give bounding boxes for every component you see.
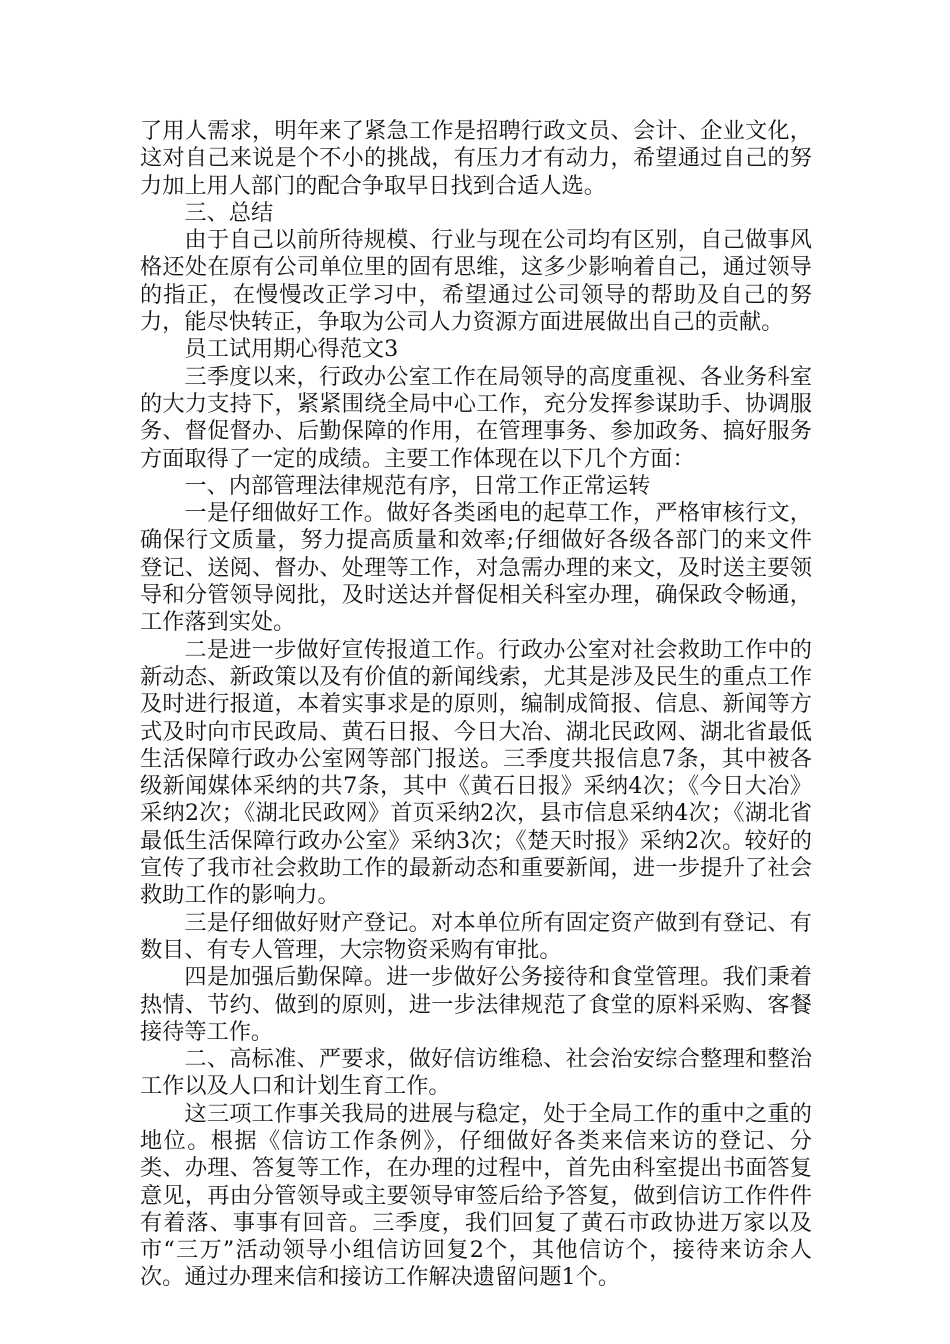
section-heading-internal-management: 一、内部管理法律规范有序，日常工作正常运转 [184,472,651,499]
paragraph-item-four: 四是加强后勤保障。进一步做好公务接待和食堂管理。我们秉着热情、节约、做到的原则，进一步法律规范了食堂的原料采购、客餐接待等工作。 [140,964,812,1045]
paragraph-summary: 由于自己以前所待规模、行业与现在公司均有区别，自己做事风格还处在原有公司单位里的固有思维，这多少影响着自己，通过领导的指正，在慢慢改正学习中，希望通过公司领导的帮助及自己的努力，能尽快转正，争取为公司人力资源方面进展做出自己的贡献。 [140,227,812,336]
section-heading-summary: 三、总结 [184,199,274,226]
paragraph-item-three: 三是仔细做好财产登记。对本单位所有固定资产做到有登记、有数目、有专人管理，大宗物资采购有审批。 [140,909,812,963]
document-page [140,118,812,1292]
paragraph-item-one: 一是仔细做好工作。做好各类函电的起草工作，严格审核行文，确保行文质量，努力提高质量和效率;仔细做好各级各部门的来文件登记、送阅、督办、处理等工作，对急需办理的来文，及时送主要领导和分管领导阅批，及时送达并督促相关科室办理，确保政令畅通，工作落到实处。 [140,500,812,636]
section-heading-petition: 二、高标准、严要求，做好信访维稳、社会治安综合整理和整治工作以及人口和计划生育工作。 [140,1046,812,1100]
paragraph-petition: 这三项工作事关我局的进展与稳定，处于全局工作的重中之重的地位。根据《信访工作条例》，仔细做好各类来信来访的登记、分类、办理、答复等工作，在办理的过程中，首先由科室提出书面答复意见，再由分管领导或主要领导审签后给予答复，做到信访工作件件有着落、事事有回音。三季度，我们回复了黄石市政协进万家以及市“三万”活动领导小组信访回复2个，其他信访个，接待来访余人次。通过办理来信和接访工作解决遗留问题1个。 [140,1100,812,1291]
paragraph-continuation: 了用人需求，明年来了紧急工作是招聘行政文员、会计、企业文化，这对自己来说是个不小的挑战，有压力才有动力，希望通过自己的努力加上用人部门的配合争取早日找到合适人选。 [140,118,812,199]
article-title: 员工试用期心得范文3 [184,336,399,363]
paragraph-intro: 三季度以来，行政办公室工作在局领导的高度重视、各业务科室的大力支持下，紧紧围绕全局中心工作，充分发挥参谋助手、协调服务、督促督办、后勤保障的作用，在管理事务、参加政务、搞好服务方面取得了一定的成绩。主要工作体现在以下几个方面： [140,363,812,472]
paragraph-item-two: 二是进一步做好宣传报道工作。行政办公室对社会救助工作中的新动态、新政策以及有价值的新闻线索，尤其是涉及民生的重点工作及时进行报道，本着实事求是的原则，编制成简报、信息、新闻等方式及时向市民政局、黄石日报、今日大冶、湖北民政网、湖北省最低生活保障行政办公室网等部门报送。三季度共报信息7条，其中被各级新闻媒体采纳的共7条，其中《黄石日报》采纳4次；《今日大冶》采纳2次；《湖北民政网》首页采纳2次，县市信息采纳4次；《湖北省最低生活保障行政办公室》采纳3次；《楚天时报》采纳2次。较好的宣传了我市社会救助工作的最新动态和重要新闻，进一步提升了社会救助工作的影响力。 [140,636,812,909]
